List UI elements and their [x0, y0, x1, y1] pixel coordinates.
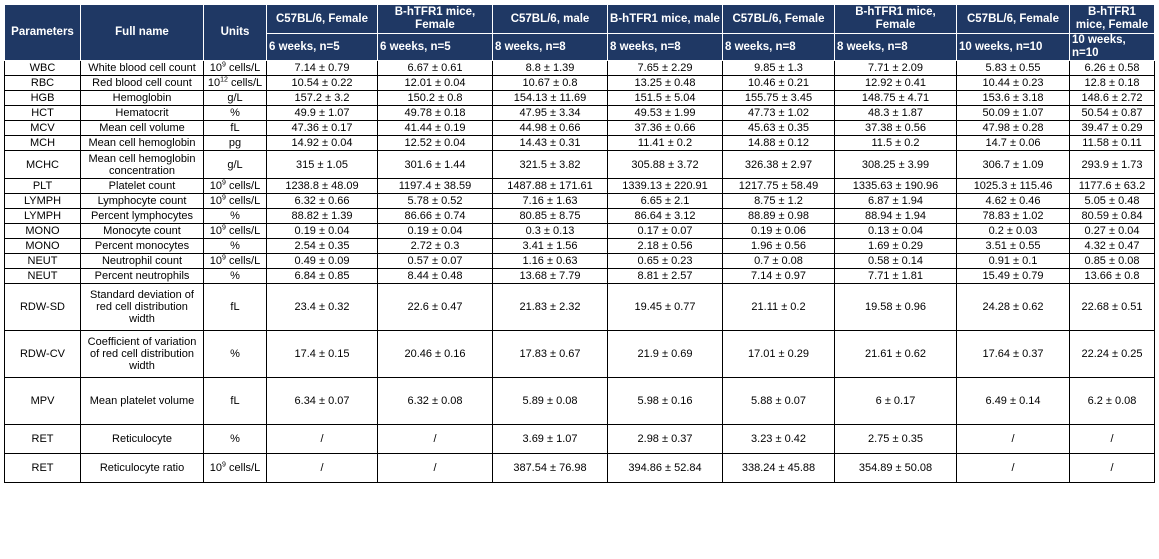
- header-parameters: Parameters: [5, 5, 81, 61]
- value-cell: 13.68 ± 7.79: [493, 269, 608, 284]
- unit-exponent: 9: [222, 224, 226, 232]
- header-group-strain: B-hTFR1 mice, Female: [378, 5, 493, 34]
- unit-exponent: 9: [222, 461, 226, 469]
- value-cell: 78.83 ± 1.02: [957, 209, 1070, 224]
- value-cell: 387.54 ± 76.98: [493, 454, 608, 483]
- value-cell: 22.24 ± 0.25: [1070, 331, 1155, 378]
- header-group-age: 6 weeks, n=5: [267, 34, 378, 61]
- units-cell: [204, 76, 267, 91]
- unit-suffix: cells/L: [227, 77, 263, 89]
- value-cell: 4.62 ± 0.46: [957, 194, 1070, 209]
- table-row: [5, 269, 1155, 284]
- value-cell: 6.84 ± 0.85: [267, 269, 378, 284]
- value-cell: /: [267, 454, 378, 483]
- value-cell: 10.44 ± 0.23: [957, 76, 1070, 91]
- value-cell: 6 ± 0.17: [835, 378, 957, 425]
- unit-suffix: cells/L: [225, 62, 261, 74]
- table-row: [5, 106, 1155, 121]
- value-cell: 7.71 ± 1.81: [835, 269, 957, 284]
- full-name-cell: Coefficient of variation of red cell distribution width: [81, 331, 204, 378]
- value-cell: 49.9 ± 1.07: [267, 106, 378, 121]
- value-cell: 157.2 ± 3.2: [267, 91, 378, 106]
- value-cell: 0.13 ± 0.04: [835, 224, 957, 239]
- unit-base: 10: [209, 180, 223, 192]
- value-cell: 22.6 ± 0.47: [378, 284, 493, 331]
- value-cell: 7.71 ± 2.09: [835, 61, 957, 76]
- value-cell: 41.44 ± 0.19: [378, 121, 493, 136]
- unit-exponent: 12: [220, 76, 228, 84]
- value-cell: 11.5 ± 0.2: [835, 136, 957, 151]
- value-cell: 3.51 ± 0.55: [957, 239, 1070, 254]
- unit-base: 10: [209, 255, 223, 267]
- header-units: Units: [204, 5, 267, 61]
- value-cell: 20.46 ± 0.16: [378, 331, 493, 378]
- value-cell: 14.92 ± 0.04: [267, 136, 378, 151]
- table-row: [5, 121, 1155, 136]
- value-cell: 17.4 ± 0.15: [267, 331, 378, 378]
- header-group-age: 8 weeks, n=8: [493, 34, 608, 61]
- value-cell: 80.85 ± 8.75: [493, 209, 608, 224]
- table-row: [5, 331, 1155, 378]
- header-group-strain: B-hTFR1 mice, Female: [1070, 5, 1155, 34]
- value-cell: 1177.6 ± 63.2: [1070, 179, 1155, 194]
- units-cell: pg: [204, 136, 267, 151]
- table-row: [5, 425, 1155, 454]
- parameter-cell: HCT: [5, 106, 81, 121]
- table-row: [5, 239, 1155, 254]
- value-cell: 1238.8 ± 48.09: [267, 179, 378, 194]
- parameter-cell: NEUT: [5, 269, 81, 284]
- value-cell: 394.86 ± 52.84: [608, 454, 723, 483]
- parameter-cell: MPV: [5, 378, 81, 425]
- value-cell: 6.34 ± 0.07: [267, 378, 378, 425]
- full-name-cell: Red blood cell count: [81, 76, 204, 91]
- value-cell: 6.32 ± 0.66: [267, 194, 378, 209]
- value-cell: 17.01 ± 0.29: [723, 331, 835, 378]
- value-cell: 8.81 ± 2.57: [608, 269, 723, 284]
- value-cell: 47.73 ± 1.02: [723, 106, 835, 121]
- value-cell: 4.32 ± 0.47: [1070, 239, 1155, 254]
- value-cell: 49.78 ± 0.18: [378, 106, 493, 121]
- hematology-table-wrapper: [4, 4, 1155, 483]
- parameter-cell: RDW-SD: [5, 284, 81, 331]
- header-row-strains: [5, 5, 1155, 34]
- units-cell: g/L: [204, 151, 267, 179]
- table-row: [5, 254, 1155, 269]
- value-cell: 45.63 ± 0.35: [723, 121, 835, 136]
- value-cell: 21.11 ± 0.2: [723, 284, 835, 331]
- table-row: [5, 61, 1155, 76]
- value-cell: 1339.13 ± 220.91: [608, 179, 723, 194]
- unit-base: 10: [209, 462, 223, 474]
- parameter-cell: WBC: [5, 61, 81, 76]
- table-row: [5, 378, 1155, 425]
- value-cell: 5.88 ± 0.07: [723, 378, 835, 425]
- value-cell: 12.8 ± 0.18: [1070, 76, 1155, 91]
- value-cell: 148.75 ± 4.71: [835, 91, 957, 106]
- value-cell: 306.7 ± 1.09: [957, 151, 1070, 179]
- value-cell: 8.44 ± 0.48: [378, 269, 493, 284]
- value-cell: /: [1070, 454, 1155, 483]
- unit-suffix: cells/L: [225, 462, 261, 474]
- value-cell: 1197.4 ± 38.59: [378, 179, 493, 194]
- value-cell: 305.88 ± 3.72: [608, 151, 723, 179]
- value-cell: 7.65 ± 2.29: [608, 61, 723, 76]
- full-name-cell: Monocyte count: [81, 224, 204, 239]
- value-cell: 7.14 ± 0.79: [267, 61, 378, 76]
- full-name-cell: Platelet count: [81, 179, 204, 194]
- value-cell: 17.64 ± 0.37: [957, 331, 1070, 378]
- value-cell: /: [267, 425, 378, 454]
- value-cell: 21.83 ± 2.32: [493, 284, 608, 331]
- value-cell: 47.36 ± 0.17: [267, 121, 378, 136]
- parameter-cell: NEUT: [5, 254, 81, 269]
- value-cell: 13.66 ± 0.8: [1070, 269, 1155, 284]
- value-cell: 2.54 ± 0.35: [267, 239, 378, 254]
- value-cell: /: [378, 425, 493, 454]
- units-cell: fL: [204, 121, 267, 136]
- parameter-cell: RBC: [5, 76, 81, 91]
- value-cell: 6.67 ± 0.61: [378, 61, 493, 76]
- value-cell: 6.26 ± 0.58: [1070, 61, 1155, 76]
- parameter-cell: MONO: [5, 224, 81, 239]
- value-cell: /: [957, 425, 1070, 454]
- table-row: [5, 209, 1155, 224]
- value-cell: 5.83 ± 0.55: [957, 61, 1070, 76]
- value-cell: 155.75 ± 3.45: [723, 91, 835, 106]
- value-cell: 7.16 ± 1.63: [493, 194, 608, 209]
- units-cell: %: [204, 425, 267, 454]
- units-cell: [204, 454, 267, 483]
- value-cell: 7.14 ± 0.97: [723, 269, 835, 284]
- value-cell: 6.65 ± 2.1: [608, 194, 723, 209]
- table-row: [5, 91, 1155, 106]
- value-cell: 37.38 ± 0.56: [835, 121, 957, 136]
- value-cell: 50.09 ± 1.07: [957, 106, 1070, 121]
- value-cell: 0.85 ± 0.08: [1070, 254, 1155, 269]
- full-name-cell: Standard deviation of red cell distribution width: [81, 284, 204, 331]
- unit-suffix: cells/L: [225, 225, 261, 237]
- value-cell: 3.69 ± 1.07: [493, 425, 608, 454]
- units-cell: [204, 254, 267, 269]
- value-cell: 150.2 ± 0.8: [378, 91, 493, 106]
- units-cell: [204, 194, 267, 209]
- value-cell: 1025.3 ± 115.46: [957, 179, 1070, 194]
- value-cell: 1.69 ± 0.29: [835, 239, 957, 254]
- value-cell: 148.6 ± 2.72: [1070, 91, 1155, 106]
- table-row: [5, 136, 1155, 151]
- unit-base: 10: [209, 195, 223, 207]
- value-cell: 1335.63 ± 190.96: [835, 179, 957, 194]
- unit-exponent: 9: [222, 179, 226, 187]
- unit-suffix: cells/L: [225, 180, 261, 192]
- value-cell: /: [378, 454, 493, 483]
- full-name-cell: Mean cell hemoglobin concentration: [81, 151, 204, 179]
- value-cell: 12.52 ± 0.04: [378, 136, 493, 151]
- value-cell: 151.5 ± 5.04: [608, 91, 723, 106]
- units-cell: %: [204, 209, 267, 224]
- value-cell: 12.92 ± 0.41: [835, 76, 957, 91]
- value-cell: 0.91 ± 0.1: [957, 254, 1070, 269]
- value-cell: 301.6 ± 1.44: [378, 151, 493, 179]
- value-cell: 86.66 ± 0.74: [378, 209, 493, 224]
- value-cell: 49.53 ± 1.99: [608, 106, 723, 121]
- table-row: [5, 76, 1155, 91]
- value-cell: 315 ± 1.05: [267, 151, 378, 179]
- value-cell: 10.67 ± 0.8: [493, 76, 608, 91]
- full-name-cell: Percent neutrophils: [81, 269, 204, 284]
- value-cell: 88.89 ± 0.98: [723, 209, 835, 224]
- unit-exponent: 9: [222, 194, 226, 202]
- value-cell: 0.17 ± 0.07: [608, 224, 723, 239]
- parameter-cell: MCV: [5, 121, 81, 136]
- value-cell: 0.27 ± 0.04: [1070, 224, 1155, 239]
- value-cell: 0.19 ± 0.04: [267, 224, 378, 239]
- value-cell: 22.68 ± 0.51: [1070, 284, 1155, 331]
- value-cell: 19.45 ± 0.77: [608, 284, 723, 331]
- value-cell: 23.4 ± 0.32: [267, 284, 378, 331]
- value-cell: 0.7 ± 0.08: [723, 254, 835, 269]
- full-name-cell: Hematocrit: [81, 106, 204, 121]
- header-group-age: 10 weeks, n=10: [1070, 34, 1155, 61]
- unit-exponent: 9: [222, 61, 226, 69]
- value-cell: 2.98 ± 0.37: [608, 425, 723, 454]
- full-name-cell: White blood cell count: [81, 61, 204, 76]
- units-cell: [204, 61, 267, 76]
- value-cell: 321.5 ± 3.82: [493, 151, 608, 179]
- parameter-cell: LYMPH: [5, 209, 81, 224]
- value-cell: 5.89 ± 0.08: [493, 378, 608, 425]
- header-group-age: 8 weeks, n=8: [835, 34, 957, 61]
- value-cell: 2.18 ± 0.56: [608, 239, 723, 254]
- header-group-age: 8 weeks, n=8: [608, 34, 723, 61]
- full-name-cell: Mean platelet volume: [81, 378, 204, 425]
- value-cell: 13.25 ± 0.48: [608, 76, 723, 91]
- value-cell: 6.49 ± 0.14: [957, 378, 1070, 425]
- value-cell: 0.58 ± 0.14: [835, 254, 957, 269]
- full-name-cell: Mean cell hemoglobin: [81, 136, 204, 151]
- value-cell: 308.25 ± 3.99: [835, 151, 957, 179]
- parameter-cell: LYMPH: [5, 194, 81, 209]
- value-cell: 293.9 ± 1.73: [1070, 151, 1155, 179]
- full-name-cell: Percent monocytes: [81, 239, 204, 254]
- units-cell: fL: [204, 284, 267, 331]
- value-cell: 37.36 ± 0.66: [608, 121, 723, 136]
- table-row: [5, 194, 1155, 209]
- value-cell: 44.98 ± 0.66: [493, 121, 608, 136]
- value-cell: 2.75 ± 0.35: [835, 425, 957, 454]
- table-row: [5, 454, 1155, 483]
- value-cell: 0.65 ± 0.23: [608, 254, 723, 269]
- value-cell: 0.3 ± 0.13: [493, 224, 608, 239]
- value-cell: 3.41 ± 1.56: [493, 239, 608, 254]
- full-name-cell: Lymphocyte count: [81, 194, 204, 209]
- parameter-cell: MONO: [5, 239, 81, 254]
- value-cell: 0.2 ± 0.03: [957, 224, 1070, 239]
- value-cell: 86.64 ± 3.12: [608, 209, 723, 224]
- unit-base: 10: [209, 62, 223, 74]
- value-cell: 47.98 ± 0.28: [957, 121, 1070, 136]
- header-group-strain: C57BL/6, Female: [723, 5, 835, 34]
- units-cell: %: [204, 106, 267, 121]
- parameter-cell: MCH: [5, 136, 81, 151]
- table-row: [5, 284, 1155, 331]
- value-cell: 39.47 ± 0.29: [1070, 121, 1155, 136]
- value-cell: 47.95 ± 3.34: [493, 106, 608, 121]
- value-cell: 0.19 ± 0.06: [723, 224, 835, 239]
- value-cell: 11.58 ± 0.11: [1070, 136, 1155, 151]
- header-group-age: 6 weeks, n=5: [378, 34, 493, 61]
- full-name-cell: Reticulocyte ratio: [81, 454, 204, 483]
- value-cell: 1487.88 ± 171.61: [493, 179, 608, 194]
- unit-suffix: cells/L: [225, 195, 261, 207]
- table-row: [5, 151, 1155, 179]
- parameter-cell: RET: [5, 454, 81, 483]
- value-cell: 8.8 ± 1.39: [493, 61, 608, 76]
- parameter-cell: MCHC: [5, 151, 81, 179]
- table-row: [5, 224, 1155, 239]
- unit-exponent: 9: [222, 254, 226, 262]
- value-cell: 9.85 ± 1.3: [723, 61, 835, 76]
- units-cell: [204, 179, 267, 194]
- header-group-strain: B-hTFR1 mice, Female: [835, 5, 957, 34]
- value-cell: 21.61 ± 0.62: [835, 331, 957, 378]
- unit-base: 10: [209, 225, 223, 237]
- value-cell: 24.28 ± 0.62: [957, 284, 1070, 331]
- value-cell: 10.54 ± 0.22: [267, 76, 378, 91]
- value-cell: 6.32 ± 0.08: [378, 378, 493, 425]
- value-cell: 88.94 ± 1.94: [835, 209, 957, 224]
- value-cell: 14.88 ± 0.12: [723, 136, 835, 151]
- value-cell: 6.87 ± 1.94: [835, 194, 957, 209]
- units-cell: %: [204, 331, 267, 378]
- value-cell: 88.82 ± 1.39: [267, 209, 378, 224]
- value-cell: 14.7 ± 0.06: [957, 136, 1070, 151]
- units-cell: %: [204, 239, 267, 254]
- value-cell: 338.24 ± 45.88: [723, 454, 835, 483]
- value-cell: 5.05 ± 0.48: [1070, 194, 1155, 209]
- value-cell: 50.54 ± 0.87: [1070, 106, 1155, 121]
- full-name-cell: Hemoglobin: [81, 91, 204, 106]
- value-cell: 326.38 ± 2.97: [723, 151, 835, 179]
- table-row: [5, 179, 1155, 194]
- value-cell: 19.58 ± 0.96: [835, 284, 957, 331]
- units-cell: [204, 224, 267, 239]
- value-cell: 5.78 ± 0.52: [378, 194, 493, 209]
- value-cell: 2.72 ± 0.3: [378, 239, 493, 254]
- value-cell: 80.59 ± 0.84: [1070, 209, 1155, 224]
- value-cell: 0.49 ± 0.09: [267, 254, 378, 269]
- header-group-strain: C57BL/6, male: [493, 5, 608, 34]
- units-cell: %: [204, 269, 267, 284]
- value-cell: 21.9 ± 0.69: [608, 331, 723, 378]
- header-group-age: 8 weeks, n=8: [723, 34, 835, 61]
- full-name-cell: Neutrophil count: [81, 254, 204, 269]
- value-cell: 10.46 ± 0.21: [723, 76, 835, 91]
- value-cell: 1217.75 ± 58.49: [723, 179, 835, 194]
- value-cell: 5.98 ± 0.16: [608, 378, 723, 425]
- value-cell: /: [957, 454, 1070, 483]
- full-name-cell: Reticulocyte: [81, 425, 204, 454]
- value-cell: 48.3 ± 1.87: [835, 106, 957, 121]
- header-group-age: 10 weeks, n=10: [957, 34, 1070, 61]
- value-cell: /: [1070, 425, 1155, 454]
- full-name-cell: Percent lymphocytes: [81, 209, 204, 224]
- parameter-cell: RDW-CV: [5, 331, 81, 378]
- value-cell: 1.96 ± 0.56: [723, 239, 835, 254]
- header-group-strain: B-hTFR1 mice, male: [608, 5, 723, 34]
- value-cell: 153.6 ± 3.18: [957, 91, 1070, 106]
- value-cell: 11.41 ± 0.2: [608, 136, 723, 151]
- value-cell: 1.16 ± 0.63: [493, 254, 608, 269]
- value-cell: 6.2 ± 0.08: [1070, 378, 1155, 425]
- full-name-cell: Mean cell volume: [81, 121, 204, 136]
- value-cell: 14.43 ± 0.31: [493, 136, 608, 151]
- units-cell: fL: [204, 378, 267, 425]
- parameter-cell: RET: [5, 425, 81, 454]
- value-cell: 0.19 ± 0.04: [378, 224, 493, 239]
- value-cell: 154.13 ± 11.69: [493, 91, 608, 106]
- value-cell: 354.89 ± 50.08: [835, 454, 957, 483]
- unit-suffix: cells/L: [225, 255, 261, 267]
- value-cell: 12.01 ± 0.04: [378, 76, 493, 91]
- header-full-name: Full name: [81, 5, 204, 61]
- parameter-cell: HGB: [5, 91, 81, 106]
- hematology-table: [4, 4, 1155, 483]
- value-cell: 15.49 ± 0.79: [957, 269, 1070, 284]
- units-cell: g/L: [204, 91, 267, 106]
- parameter-cell: PLT: [5, 179, 81, 194]
- header-group-strain: C57BL/6, Female: [957, 5, 1070, 34]
- unit-base: 10: [207, 77, 221, 89]
- table-body: [5, 61, 1155, 483]
- value-cell: 0.57 ± 0.07: [378, 254, 493, 269]
- value-cell: 8.75 ± 1.2: [723, 194, 835, 209]
- header-group-strain: C57BL/6, Female: [267, 5, 378, 34]
- value-cell: 3.23 ± 0.42: [723, 425, 835, 454]
- value-cell: 17.83 ± 0.67: [493, 331, 608, 378]
